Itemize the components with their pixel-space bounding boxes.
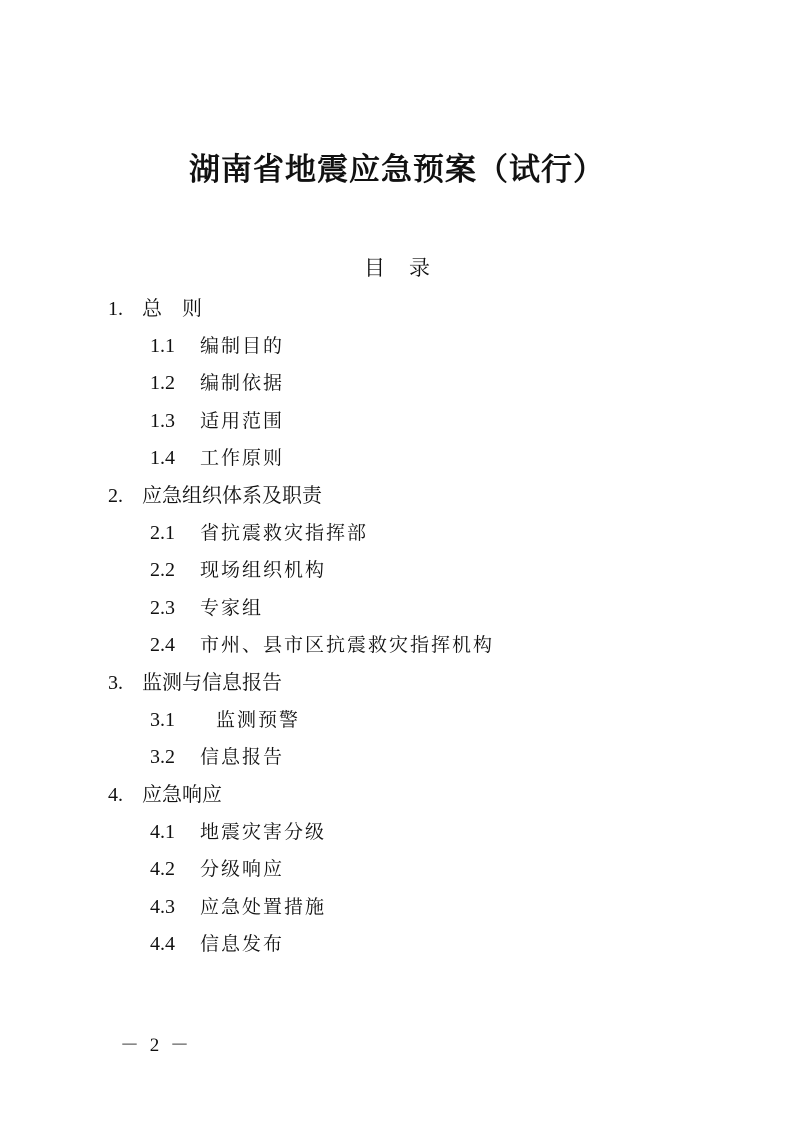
toc-number: 4.	[108, 784, 123, 806]
toc-section-2	[108, 479, 322, 511]
toc-item-4-1	[150, 815, 326, 847]
toc-number: 3.2	[150, 746, 175, 768]
toc-text: 应急响应	[142, 782, 222, 806]
toc-text: 总 则	[142, 296, 202, 320]
toc-text: 现场组织机构	[200, 559, 327, 581]
page-number: － 2 －	[120, 1035, 193, 1056]
toc-number: 4.3	[150, 896, 175, 918]
toc-item-2-4	[150, 628, 494, 660]
toc-item-1-1	[150, 329, 284, 361]
toc-text: 应急组织体系及职责	[142, 483, 322, 507]
toc-number: 1.	[108, 298, 123, 320]
toc-text: 地震灾害分级	[200, 821, 327, 843]
toc-item-3-1	[150, 703, 300, 735]
toc-number: 2.4	[150, 634, 175, 656]
toc-number: 3.	[108, 672, 123, 694]
toc-text: 编制依据	[200, 372, 285, 394]
toc-text: 监测与信息报告	[142, 670, 282, 694]
toc-number: 2.	[108, 485, 123, 507]
toc-text: 适用范围	[200, 410, 285, 432]
toc-item-2-3	[150, 591, 263, 623]
toc-text: 信息报告	[200, 746, 285, 768]
toc-item-2-1	[150, 516, 368, 548]
toc-item-3-2	[150, 740, 284, 772]
toc-number: 2.2	[150, 559, 175, 581]
toc-section-3	[108, 666, 282, 698]
toc-text: 编制目的	[200, 335, 285, 357]
toc-text: 应急处置措施	[200, 896, 327, 918]
toc-text: 工作原则	[200, 447, 285, 469]
toc-heading	[0, 253, 794, 283]
toc-item-1-4	[150, 441, 284, 473]
toc-text: 分级响应	[200, 858, 285, 880]
toc-text: 市州、县市区抗震救灾指挥机构	[200, 634, 495, 656]
toc-heading-char-2: 录	[409, 256, 430, 280]
toc-section-1	[108, 292, 202, 324]
toc-number: 4.2	[150, 858, 175, 880]
toc-number: 1.1	[150, 335, 175, 357]
document-title: 湖南省地震应急预案（试行）	[189, 152, 605, 188]
toc-text: 专家组	[200, 597, 264, 619]
toc-item-2-2	[150, 553, 326, 585]
toc-item-4-2	[150, 852, 284, 884]
toc-number: 2.1	[150, 522, 175, 544]
toc-text: 监测预警	[208, 709, 301, 731]
toc-item-4-3	[150, 890, 326, 922]
toc-number: 1.4	[150, 447, 175, 469]
toc-number: 3.1	[150, 709, 175, 731]
toc-item-4-4	[150, 927, 284, 959]
toc-section-4	[108, 778, 222, 810]
toc-text: 信息发布	[200, 933, 285, 955]
toc-heading-char-1: 目	[364, 256, 385, 280]
toc-item-1-3	[150, 404, 284, 436]
toc-item-1-2	[150, 366, 284, 398]
toc-number: 4.4	[150, 933, 175, 955]
toc-text: 省抗震救灾指挥部	[200, 522, 369, 544]
toc-number: 2.3	[150, 597, 175, 619]
toc-number: 1.3	[150, 410, 175, 432]
toc-number: 1.2	[150, 372, 175, 394]
toc-number: 4.1	[150, 821, 175, 843]
